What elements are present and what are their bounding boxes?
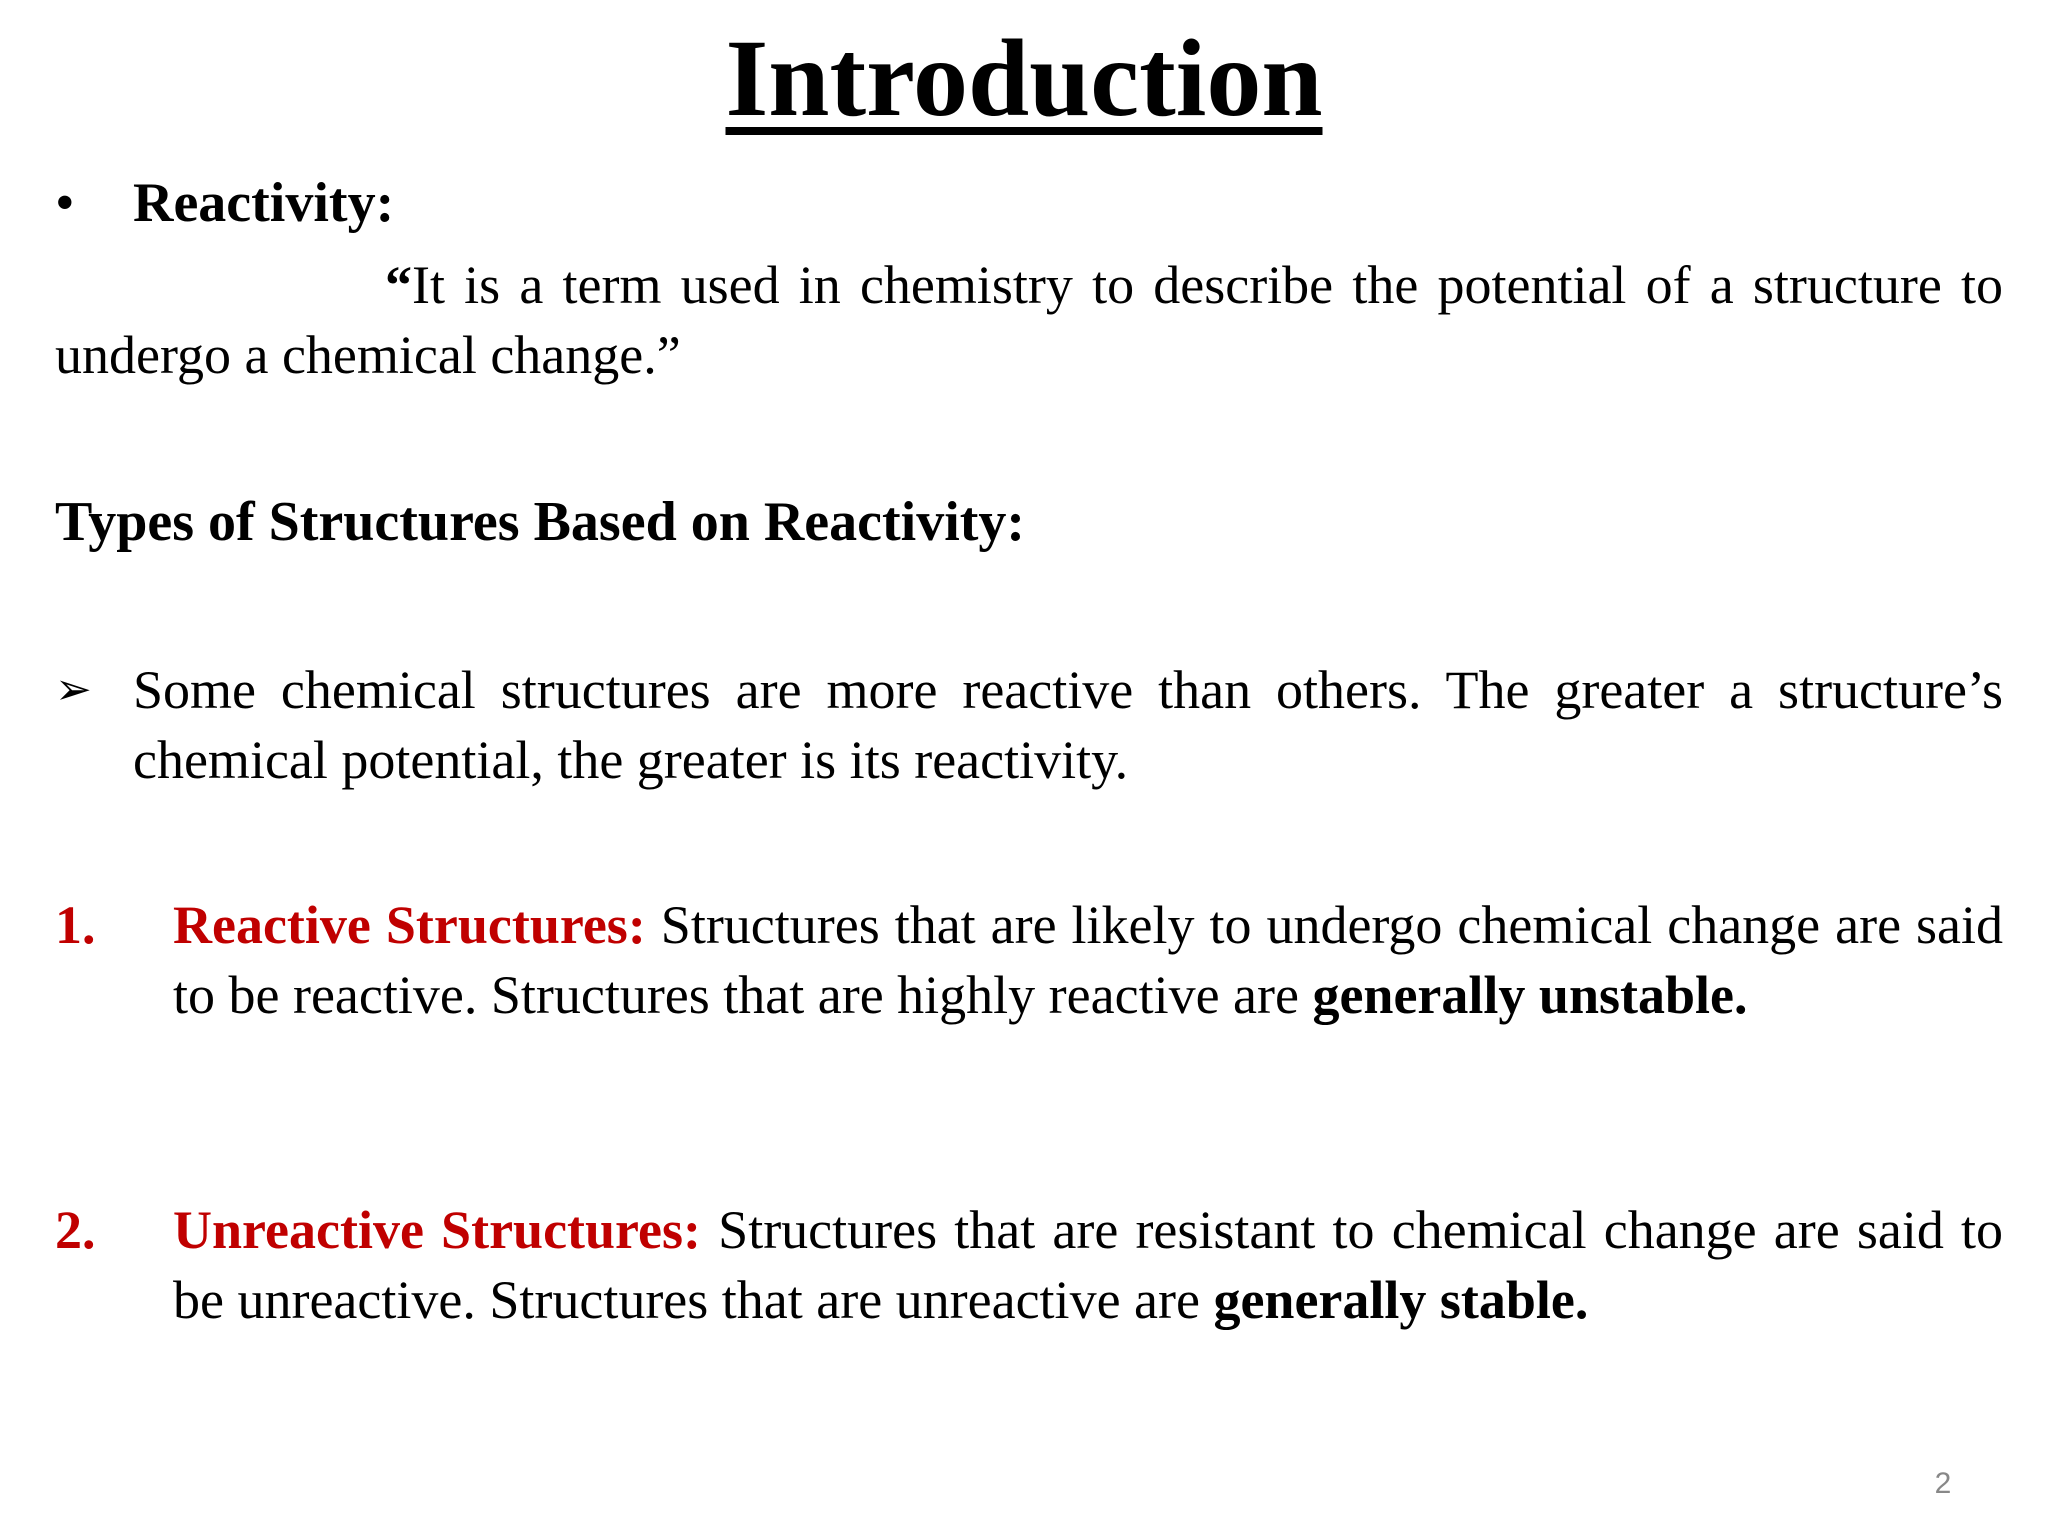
- slide-title-text: Introduction: [725, 17, 1323, 139]
- list-number: 2.: [55, 1200, 96, 1260]
- unreactive-structures-text: Structures that are resistant to chemical change are said to be unreactive. Structures that are unreactive are: [173, 1200, 2003, 1330]
- reactivity-heading: Reactivity:: [133, 172, 395, 234]
- reactivity-definition: [55, 250, 2003, 390]
- arrow-bullet-text: Some chemical structures are more reactive than others. The greater a structure’s chemical potential, the greater is its reactivity.: [133, 660, 2003, 790]
- page-number: 2: [1934, 1467, 1952, 1500]
- arrow-bullet-icon: ➢: [55, 664, 92, 715]
- types-heading: Types of Structures Based on Reactivity:: [55, 491, 1026, 553]
- reactivity-bullet: [55, 168, 2005, 238]
- reactive-structures-label: Reactive Structures:: [173, 895, 646, 955]
- list-item-unreactive: [55, 1195, 2003, 1335]
- bullet-icon: •: [55, 172, 75, 234]
- open-quote-mark: “: [385, 255, 412, 315]
- list-number: 1.: [55, 895, 96, 955]
- reactive-structures-emphasis: generally unstable.: [1312, 965, 1748, 1025]
- unreactive-structures-emphasis: generally stable.: [1213, 1270, 1589, 1330]
- list-item-body: [173, 890, 2003, 1030]
- slide-title: [0, 18, 2048, 138]
- list-item-body: [173, 1195, 2003, 1335]
- reactive-structures-text: Structures that are likely to undergo chemical change are said to be reactive. Structures that are highly reactive are: [173, 895, 2003, 1025]
- definition-text: It is a term used in chemistry to describe the potential of a structure to undergo a chemical change.”: [55, 255, 2003, 385]
- arrow-bullet-item: [55, 655, 2003, 795]
- unreactive-structures-label: Unreactive Structures:: [173, 1200, 702, 1260]
- list-item-reactive: [55, 890, 2003, 1030]
